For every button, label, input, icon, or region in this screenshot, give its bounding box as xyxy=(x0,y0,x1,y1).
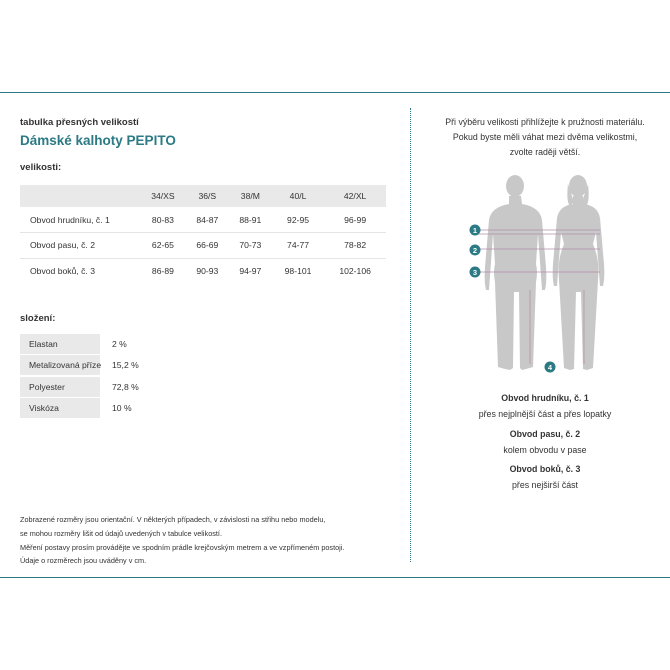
material-percent: 15,2 % xyxy=(112,360,139,371)
composition-row xyxy=(20,333,170,355)
table-cell: 88-91 xyxy=(229,207,272,233)
size-column: 38/M xyxy=(229,185,272,207)
note-line: Měření postavy prosím provádějte ve spodním prádle krejčovským metrem a ve vzpřímeném postoji. xyxy=(20,542,345,552)
composition-row xyxy=(20,376,170,398)
size-table xyxy=(20,185,386,284)
advice-line: Pokud byste měli váhat mezi dvěma velikostmi, xyxy=(452,132,638,142)
subtitle: tabulka přesných velikostí xyxy=(20,117,139,128)
measurement-notes xyxy=(20,513,344,568)
female-figure-icon xyxy=(553,175,605,370)
legend-chest xyxy=(430,393,660,419)
row-label: Obvod pasu, č. 2 xyxy=(20,233,140,259)
legend-hips xyxy=(430,464,660,490)
size-column: 34/XS xyxy=(140,185,186,207)
note-line: se mohou rozměry lišit od údajů uvedených v tabulce velikostí. xyxy=(20,528,222,538)
body-figures-illustration xyxy=(462,172,622,377)
table-cell: 80-83 xyxy=(140,207,186,233)
table-cell: 86-89 xyxy=(151,266,174,276)
table-cell: 94-97 xyxy=(239,266,262,276)
marker-4-icon xyxy=(545,362,556,373)
table-cell: 102-106 xyxy=(339,266,371,276)
table-cell: 70-73 xyxy=(229,233,272,259)
sizes-label: velikosti: xyxy=(20,162,62,173)
row-label: Obvod hrudníku, č. 1 xyxy=(20,207,140,233)
table-cell: 90-93 xyxy=(196,266,219,276)
composition-label: složení: xyxy=(20,313,56,324)
legend-title: Obvod hrudníku, č. 1 xyxy=(501,393,589,403)
product-title: Dámské kalhoty PEPITO xyxy=(20,133,176,148)
row-label: Obvod boků, č. 3 xyxy=(30,266,95,276)
table-row xyxy=(20,233,386,259)
size-column: 42/XL xyxy=(324,185,386,207)
size-advice xyxy=(430,115,660,160)
legend-waist xyxy=(430,429,660,455)
table-cell: 62-65 xyxy=(140,233,186,259)
composition-table xyxy=(20,333,170,419)
note-line: Zobrazené rozměry jsou orientační. V některých případech, v závislosti na střihu nebo modelu, xyxy=(20,515,326,524)
material-percent: 72,8 % xyxy=(112,381,139,392)
advice-line: zvolte raději větší. xyxy=(509,147,581,157)
header-empty xyxy=(20,185,140,207)
legend-title: Obvod pasu, č. 2 xyxy=(509,429,581,439)
material-percent: 10 % xyxy=(112,403,132,414)
material-name: Viskóza xyxy=(20,398,100,418)
marker-label: 4 xyxy=(547,363,553,372)
table-cell: 74-77 xyxy=(272,233,324,259)
size-column: 40/L xyxy=(272,185,324,207)
composition-row xyxy=(20,398,170,420)
material-name: Metalizovaná příze xyxy=(20,355,100,375)
legend-title: Obvod boků, č. 3 xyxy=(509,464,581,474)
size-column: 36/S xyxy=(186,185,229,207)
male-figure-icon xyxy=(485,175,547,370)
column-divider xyxy=(410,108,411,562)
table-cell: 92-95 xyxy=(272,207,324,233)
table-cell: 78-82 xyxy=(324,233,386,259)
advice-line: Při výběru velikosti přihlížejte k pružnosti materiálu. xyxy=(445,117,645,127)
material-percent: 2 % xyxy=(112,338,127,349)
marker-3-icon xyxy=(470,267,481,278)
table-row xyxy=(20,207,386,233)
legend-desc: přes nejširší část xyxy=(512,480,578,490)
marker-label: 3 xyxy=(472,268,478,277)
composition-row xyxy=(20,355,170,377)
size-table-header xyxy=(20,185,386,207)
table-cell: 84-87 xyxy=(186,207,229,233)
material-name: Polyester xyxy=(20,377,100,397)
table-cell: 98-101 xyxy=(284,266,312,276)
table-cell: 96-99 xyxy=(324,207,386,233)
table-row xyxy=(20,258,386,284)
material-name: Elastan xyxy=(20,334,100,354)
note-line: Údaje o rozměrech jsou uváděny v cm. xyxy=(20,556,147,566)
marker-label: 1 xyxy=(472,226,478,235)
marker-label: 2 xyxy=(472,246,478,255)
marker-1-icon xyxy=(470,225,481,236)
marker-2-icon xyxy=(470,245,481,256)
table-cell: 66-69 xyxy=(186,233,229,259)
legend-desc: přes nejplnější část a přes lopatky xyxy=(478,409,612,419)
legend-desc: kolem obvodu v pase xyxy=(503,445,587,455)
